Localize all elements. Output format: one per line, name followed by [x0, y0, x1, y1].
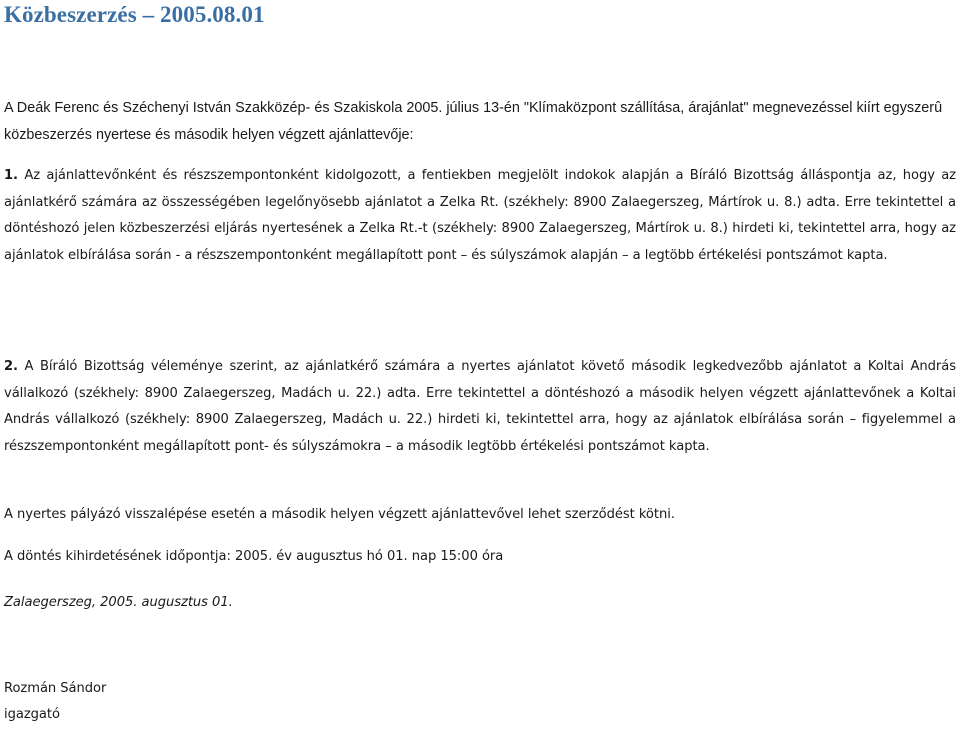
- point-number: 1.: [4, 168, 18, 183]
- withdrawal-note: A nyertes pályázó visszalépése esetén a második helyen végzett ajánlattevővel lehet szerződést kötni.: [4, 507, 675, 522]
- point-text: A Bíráló Bizottság véleménye szerint, az ajánlatkérő számára a nyertes ajánlatot követő második legkedvezőbb ajánlatot a Koltai András vállalkozó (székhely: 8900 Zalaegerszeg, Madách u. 22.) adta. Erre tekintettel a döntéshozó a második helyen végzett ajánlattevőnek a Koltai András vállalkozó (székhely: 8900 Zalaegerszeg, Madách u. 22.) hirdeti ki, tekintettel arra, hogy az ajánlatok elbírálása során – figyelemmel a részszempontonként megállapított pont- és súlyszámokra – a második legtöbb értékelési pontszámot kapta.: [4, 359, 956, 454]
- signatory-name: Rozmán Sándor: [4, 681, 107, 696]
- decision-point-1: [4, 163, 956, 269]
- place-and-date: Zalaegerszeg, 2005. augusztus 01.: [4, 595, 233, 610]
- intro-paragraph: A Deák Ferenc és Széchenyi István Szakközép- és Szakiskola 2005. július 13-én "Klímaközpont szállítása, árajánlat" megnevezéssel kiírt egyszerû közbeszerzés nyertese és második helyen végzett ajánlattevője:: [4, 100, 943, 143]
- announcement-time: A döntés kihirdetésének időpontja: 2005. év augusztus hó 01. nap 15:00 óra: [4, 549, 504, 564]
- signatory-role: igazgató: [4, 707, 60, 722]
- decision-point-2: [4, 354, 956, 460]
- point-number: 2.: [4, 359, 18, 374]
- point-text: Az ajánlattevőnként és részszempontonként kidolgozott, a fentiekben megjelölt indokok alapján a Bíráló Bizottság álláspontja az, hogy az ajánlatkérő számára az összességében legelőnyösebb ajánlatot a Zelka Rt. (székhely: 8900 Zalaegerszeg, Mártírok u. 8.) adta. Erre tekintettel a döntéshozó jelen közbeszerzési eljárás nyertesének a Zelka Rt.-t (székhely: 8900 Zalaegerszeg, Mártírok u. 8.) hirdeti ki, tekintettel arra, hogy az ajánlatok elbírálása során - a részszempontonként megállapított pont – és súlyszámok alapján – a legtöbb értékelési pontszámot kapta.: [4, 168, 956, 263]
- page-title: Közbeszerzés – 2005.08.01: [4, 2, 265, 27]
